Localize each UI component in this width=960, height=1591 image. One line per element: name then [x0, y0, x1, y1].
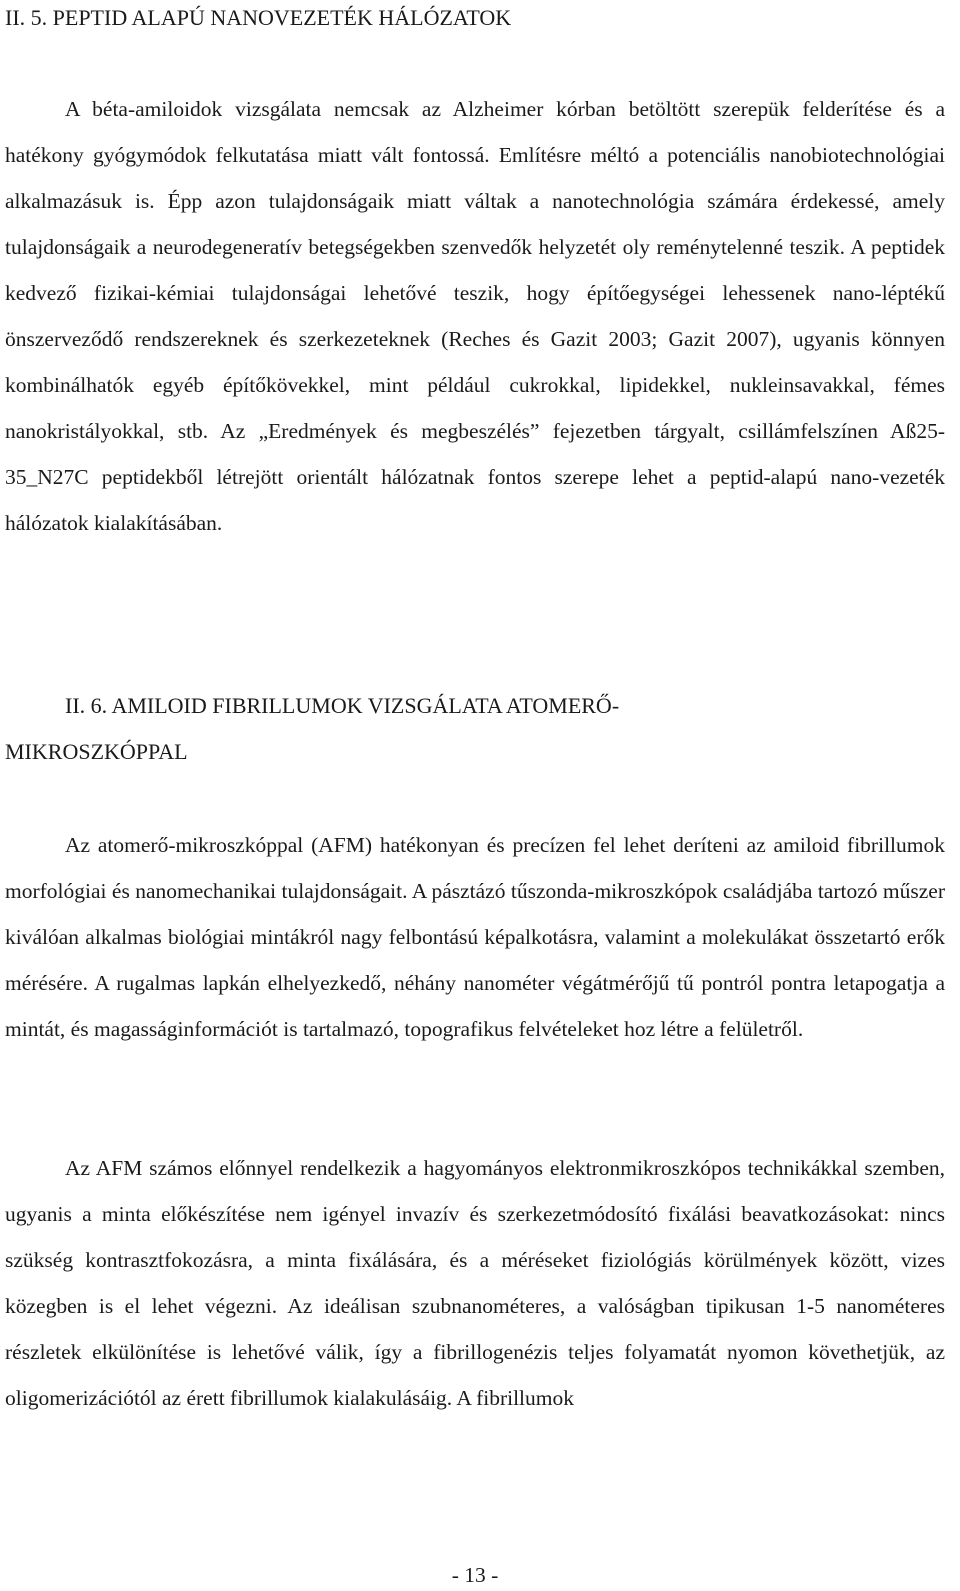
section-5-heading: II. 5. PEPTID ALAPÚ NANOVEZETÉK HÁLÓZATOK [5, 5, 512, 30]
section-6-paragraph-1: Az atomerő-mikroszkóppal (AFM) hatékonyan és precízen fel lehet deríteni az amiloid fibrillumok morfológiai és nanomechanikai tulajdonságait. A pásztázó tűszonda-mikroszkópok családjába tartozó műszer kiválóan alkalmas biológiai mintákról nagy felbontású képalkotásra, valamint a molekulákat összetartó erők mérésére. A rugalmas lapkán elhelyezkedő, néhány nanométer végátmérőjű tű pontról pontra letapogatja a mintát, és magasságinformációt is tartalmazó, topografikus felvételeket hoz létre a felületről. [5, 833, 945, 1041]
section-5-paragraph: A béta-amiloidok vizsgálata nemcsak az Alzheimer kórban betöltött szerepük felderítése és a hatékony gyógymódok felkutatása miatt vált fontossá. Említésre méltó a potenciális nanobiotechnológiai alkalmazásuk is. Épp azon tulajdonságaik miatt váltak a nanotechnológia számára érdekessé, amely tulajdonságaik a neurodegeneratív betegségekben szenvedők helyzetét oly reménytelenné teszik. A peptidek kedvező fizikai-kémiai tulajdonságai lehetővé teszik, hogy építőegységei lehessenek nano-léptékű önszerveződő rendszereknek és szerkezeteknek (Reches és Gazit 2003; Gazit 2007), ugyanis könnyen kombinálhatók egyéb építőkövekkel, mint például cukrokkal, lipidekkel, nukleinsavakkal, fémes nanokristályokkal, stb. Az „Eredmények és megbeszélés” fejezetben tárgyalt, csillámfelszínen Aß25-35_N27C peptidekből létrejött orientált hálózatnak fontos szerepe lehet a peptid-alapú nano-vezeték hálózatok kialakításában. [5, 97, 945, 535]
section-6-heading-line2: MIKROSZKÓPPAL [5, 739, 188, 764]
page-number: - 13 - [451, 1563, 499, 1587]
section-6-heading-line1: II. 6. AMILOID FIBRILLUMOK VIZSGÁLATA ATOMERŐ- [65, 693, 620, 718]
section-6-paragraph-2: Az AFM számos előnnyel rendelkezik a hagyományos elektronmikroszkópos technikákkal szemben, ugyanis a minta előkészítése nem igényel invazív és szerkezetmódosító fixálási beavatkozásokat: nincs szükség kontrasztfokozásra, a minta fixálására, és a méréseket fiziológiás körülmények között, vizes közegben is el lehet végezni. Az ideálisan szubnanométeres, a valóságban tipikusan 1-5 nanométeres részletek elkülönítése is lehetővé válik, így a fibrillogenézis teljes folyamatát nyomon követhetjük, az oligomerizációtól az érett fibrillumok kialakulásáig. A fibrillumok [5, 1156, 945, 1410]
document-page [5, 0, 945, 1591]
